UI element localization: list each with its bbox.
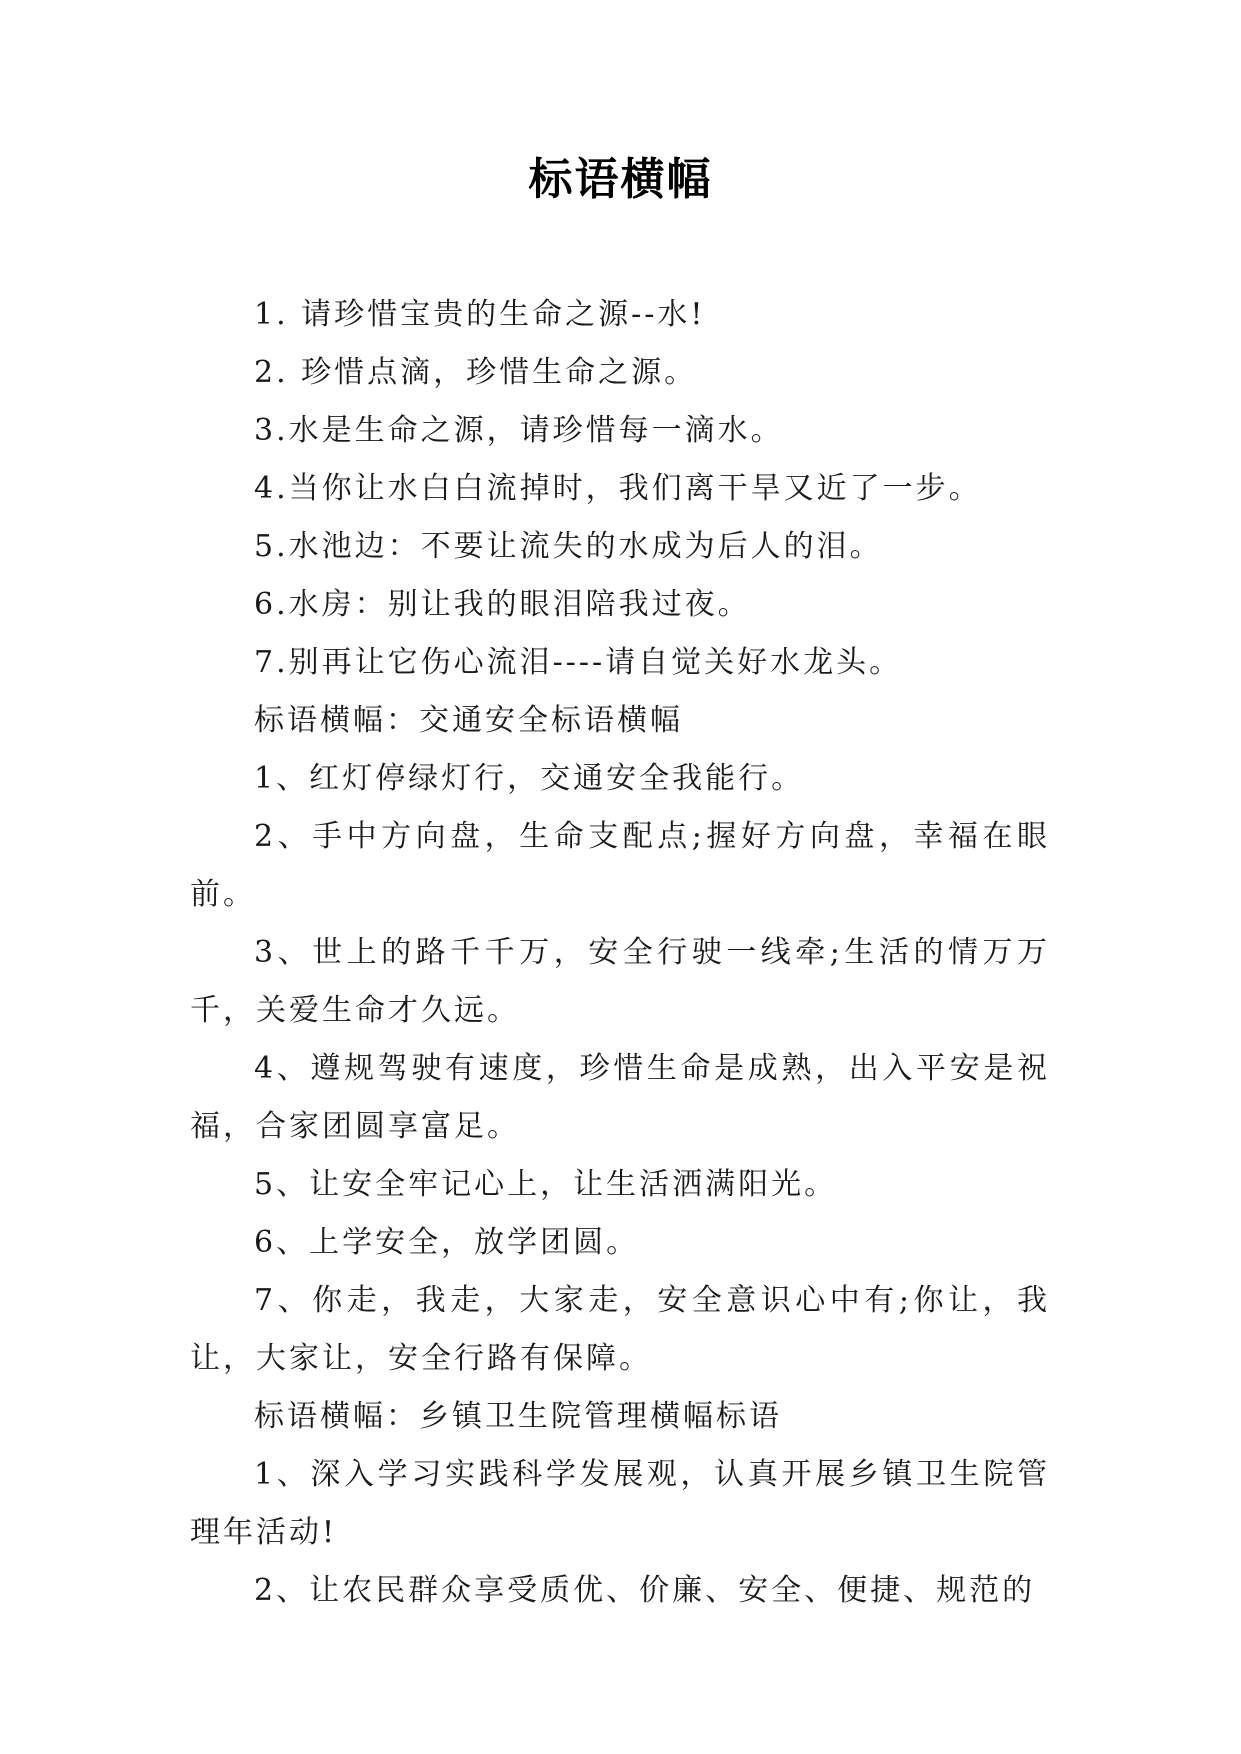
paragraph: 6.水房：别让我的眼泪陪我过夜。 — [254, 587, 751, 622]
paragraph: 4、遵规驾驶有速度，珍惜生命是成熟，出入平安是祝福，合家团圆享富足。 — [190, 1051, 1050, 1144]
paragraph: 7.别再让它伤心流泪----请自觉关好水龙头。 — [254, 645, 903, 680]
paragraph: 6、上学安全，放学团圆。 — [254, 1225, 640, 1260]
paragraph: 2. 珍惜点滴，珍惜生命之源。 — [254, 355, 698, 390]
paragraph: 5、让安全牢记心上，让生活洒满阳光。 — [254, 1167, 838, 1202]
paragraph: 1、红灯停绿灯行，交通安全我能行。 — [254, 761, 805, 796]
paragraph: 2、手中方向盘，生命支配点;握好方向盘，幸福在眼前。 — [190, 819, 1050, 912]
paragraph: 1. 请珍惜宝贵的生命之源--水! — [254, 297, 706, 332]
paragraph: 4.当你让水白白流掉时，我们离干旱又近了一步。 — [254, 471, 982, 506]
paragraph: 2、让农民群众享受质优、价廉、安全、便捷、规范的 — [254, 1573, 1036, 1608]
document-body — [190, 286, 1050, 1620]
section-heading: 标语横幅：乡镇卫生院管理横幅标语 — [254, 1399, 782, 1434]
section-heading: 标语横幅：交通安全标语横幅 — [254, 703, 683, 738]
paragraph: 7、你走，我走，大家走，安全意识心中有;你让，我让，大家让，安全行路有保障。 — [190, 1283, 1050, 1376]
paragraph: 1、深入学习实践科学发展观，认真开展乡镇卫生院管理年活动! — [190, 1457, 1050, 1550]
paragraph: 5.水池边：不要让流失的水成为后人的泪。 — [254, 529, 883, 564]
paragraph: 3、世上的路千千万，安全行驶一线牵;生活的情万万千，关爱生命才久远。 — [190, 935, 1050, 1028]
paragraph: 3.水是生命之源，请珍惜每一滴水。 — [254, 413, 784, 448]
page-title: 标语横幅 — [528, 154, 713, 205]
